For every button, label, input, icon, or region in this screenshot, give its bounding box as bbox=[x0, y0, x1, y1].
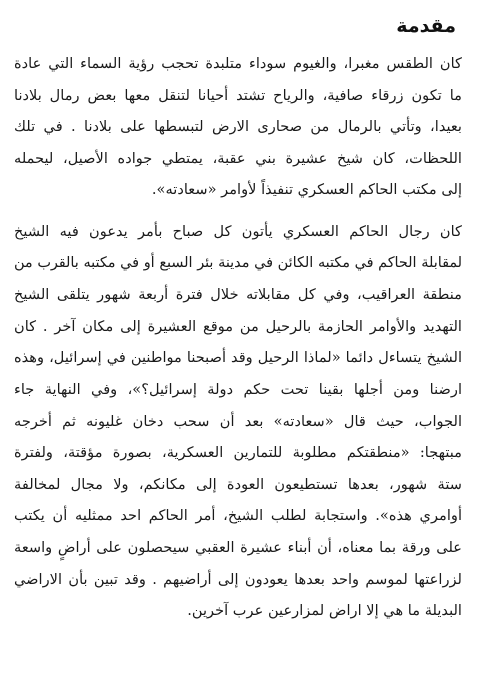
text-line: بعيدا، وتأتي بالرمال من صحارى الارض لتبسطها على بلادنا . في تلك bbox=[14, 118, 462, 136]
paragraph-1 bbox=[14, 48, 462, 206]
text-line: البديلة ما هي إلا اراض لمزارعين عرب آخرين. bbox=[187, 602, 462, 620]
text-line: منطقة العراقيب، وفي كل مقابلاته خلال فترة أربعة شهور يتلقى الشيخ bbox=[14, 286, 462, 304]
text-line: الجواب، حيث قال «سعادته» بعد أن سحب دخان غليونه ثم أخرجه bbox=[14, 412, 462, 430]
section-heading: مقدمة bbox=[396, 15, 456, 37]
text-line: اللحظات، كان شيخ عشيرة بني عقبة، يمتطي جواده الأصيل، ليحمله bbox=[14, 149, 462, 167]
text-line: كان الطقس مغبرا، والغيوم سوداء متلبدة تحجب رؤية السماء التي عادة bbox=[14, 55, 462, 72]
text-line: ستة شهور، بعدها تستطيعون العودة إلى مكانكم، ولا مجال لمخالفة bbox=[14, 475, 462, 493]
text-line: التهديد والأوامر الحازمة بالرحيل من موقع العشيرة إلى مكان آخر . كان bbox=[14, 317, 462, 335]
text-line: على ورقة بما معناه، أن أبناء عشيرة العقبي سيحصلون على أراضٍ واسعة bbox=[14, 538, 462, 556]
text-line: لزراعتها لموسم واحد بعدها يعودون إلى أراضيهم . وقد تبين بأن الاراضي bbox=[14, 570, 462, 588]
paragraph-gap bbox=[14, 206, 462, 216]
text-line: لمقابلة الحاكم في مكتبه الكائن في مدينة بئر السبع أو في مكتبه بالقرب من bbox=[14, 254, 462, 271]
text-line: ما تكون زرقاء صافية، والرياح تشتد أحيانا لتنقل معها بعض رمال بلادنا bbox=[14, 86, 462, 104]
text-line: كان رجال الحاكم العسكري يأتون كل صباح بأمر يدعون فيه الشيخ bbox=[14, 222, 462, 240]
paragraph-2 bbox=[14, 216, 462, 627]
text-line: ارضنا ومن أجلها بقينا تحت حكم دولة إسرائيل؟»، وفي النهاية جاء bbox=[14, 380, 462, 398]
text-line: أوامري هذه». واستجابة لطلب الشيخ، أمر الحاكم احد ممثليه أن يكتب bbox=[14, 507, 462, 525]
text-line: إلى مكتب الحاكم العسكري تنفيذاً لأوامر «سعادته». bbox=[151, 181, 462, 199]
text-line: مبتهجا: «منطقتكم مطلوبة للتمارين العسكرية، بصورة مؤقتة، ولفترة bbox=[14, 444, 462, 462]
text-line: الشيخ يتساءل دائما «لماذا الرحيل وقد أصبحنا مواطنين في إسرائيل، وهذه bbox=[14, 349, 462, 367]
